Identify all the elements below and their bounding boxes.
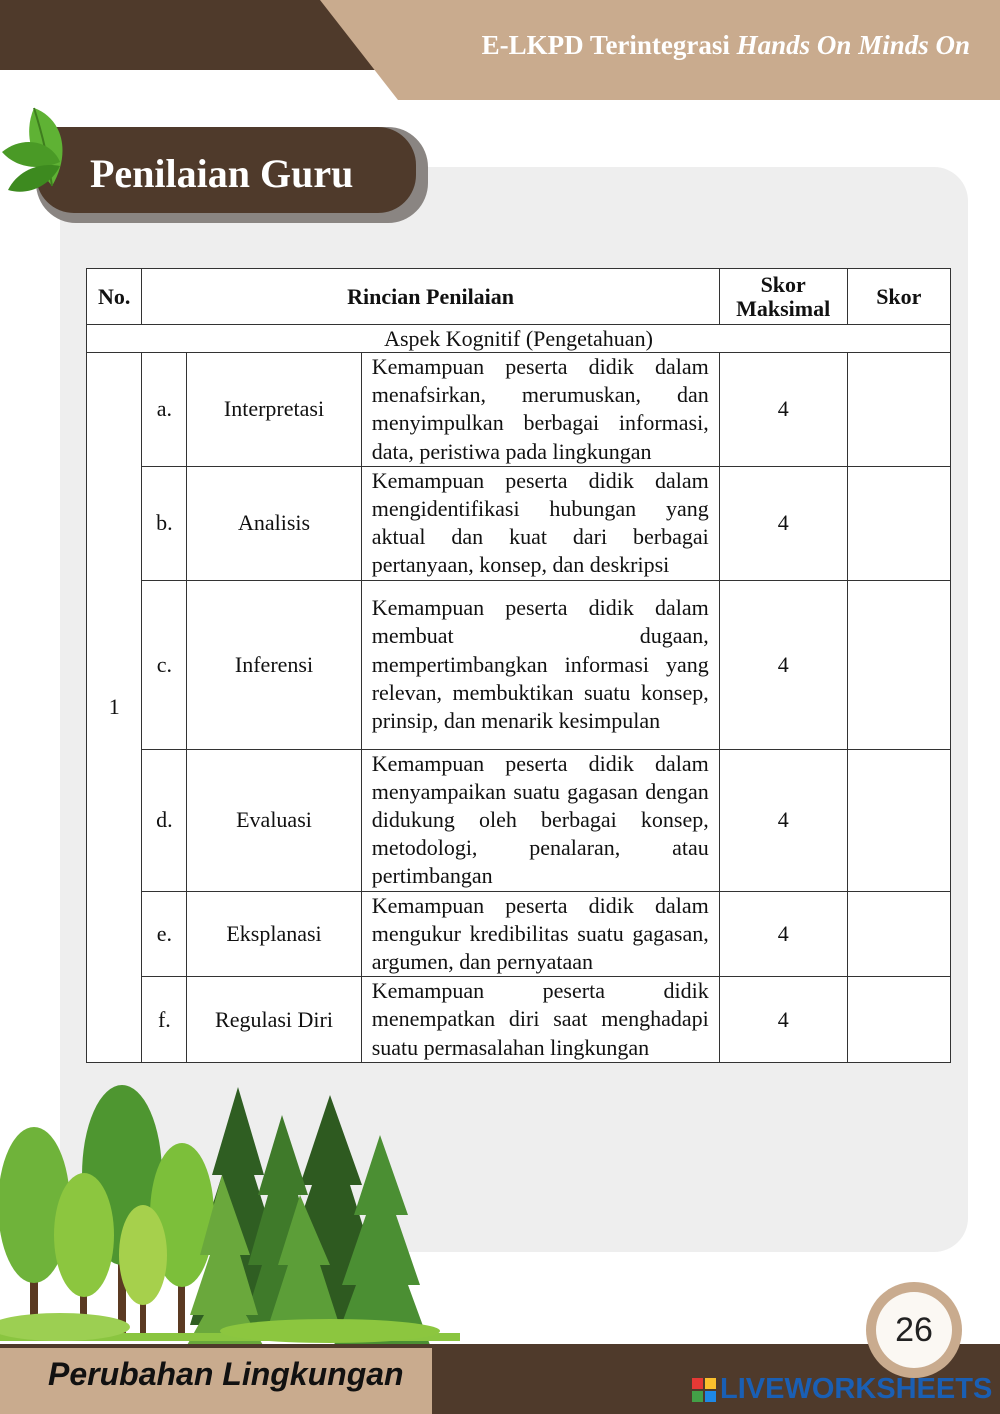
table-row [87, 749, 951, 891]
table-row [87, 466, 951, 580]
table-row [87, 891, 951, 977]
footer-subject: Perubahan Lingkungan [48, 1356, 404, 1392]
row-letter: c. [142, 580, 187, 749]
score-input-cell[interactable] [847, 977, 950, 1063]
row-letter: d. [142, 749, 187, 891]
leaf-icon [0, 100, 80, 200]
row-max-score: 4 [719, 466, 847, 580]
row-description: Kemampuan peserta didik dalam mengidentifikasi hubungan yang aktual dan kuat dari berbagai pertanyaan, konsep, dan deskripsi [361, 466, 719, 580]
table-row [87, 580, 951, 749]
row-name: Interpretasi [187, 353, 361, 467]
row-name: Inferensi [187, 580, 361, 749]
row-description: Kemampuan peserta didik dalam mengukur kredibilitas suatu gagasan, argumen, dan pernyataan [361, 891, 719, 977]
row-letter: f. [142, 977, 187, 1063]
forest-illustration [0, 1065, 470, 1355]
header-title: E-LKPD Terintegrasi Hands On Minds On [481, 30, 970, 60]
aspek-row [87, 325, 951, 353]
row-max-score: 4 [719, 891, 847, 977]
table-row [87, 977, 951, 1063]
row-name: Eksplanasi [187, 891, 361, 977]
table-row [87, 353, 951, 467]
liveworksheets-logo-icon [692, 1378, 716, 1402]
row-description: Kemampuan peserta didik dalam menyampaikan suatu gagasan dengan didukung oleh berbagai konsep, metodologi, penalaran, atau pertimbangan [361, 749, 719, 891]
row-name: Regulasi Diri [187, 977, 361, 1063]
liveworksheets-watermark[interactable]: LIVEWORKSHEETS [720, 1373, 993, 1405]
score-input-cell[interactable] [847, 466, 950, 580]
header-skor: Skor [847, 269, 950, 325]
row-max-score: 4 [719, 977, 847, 1063]
row-max-score: 4 [719, 749, 847, 891]
score-input-cell[interactable] [847, 891, 950, 977]
section-title: Penilaian Guru [90, 151, 354, 196]
row-name: Analisis [187, 466, 361, 580]
page-number: 26 [876, 1292, 952, 1368]
assessment-table [86, 268, 951, 1063]
row-description: Kemampuan peserta didik dalam menafsirkan, merumuskan, dan menyimpulkan berbagai informasi, data, peristiwa pada lingkungan [361, 353, 719, 467]
group-number: 1 [87, 353, 142, 1063]
row-max-score: 4 [719, 353, 847, 467]
header-no: No. [87, 269, 142, 325]
row-letter: e. [142, 891, 187, 977]
table-header-row [87, 269, 951, 325]
header-skor-maksimal: Skor Maksimal [719, 269, 847, 325]
aspek-label: Aspek Kognitif (Pengetahuan) [87, 325, 951, 353]
row-max-score: 4 [719, 580, 847, 749]
score-input-cell[interactable] [847, 580, 950, 749]
row-description: Kemampuan peserta didik menempatkan diri saat menghadapi suatu permasalahan lingkungan [361, 977, 719, 1063]
score-input-cell[interactable] [847, 749, 950, 891]
row-name: Evaluasi [187, 749, 361, 891]
header-rincian: Rincian Penilaian [142, 269, 719, 325]
score-input-cell[interactable] [847, 353, 950, 467]
row-letter: a. [142, 353, 187, 467]
row-letter: b. [142, 466, 187, 580]
row-description: Kemampuan peserta didik dalam membuat dugaan, mempertimbangkan informasi yang relevan, membuktikan suatu konsep, prinsip, dan menarik kesimpulan [361, 580, 719, 749]
